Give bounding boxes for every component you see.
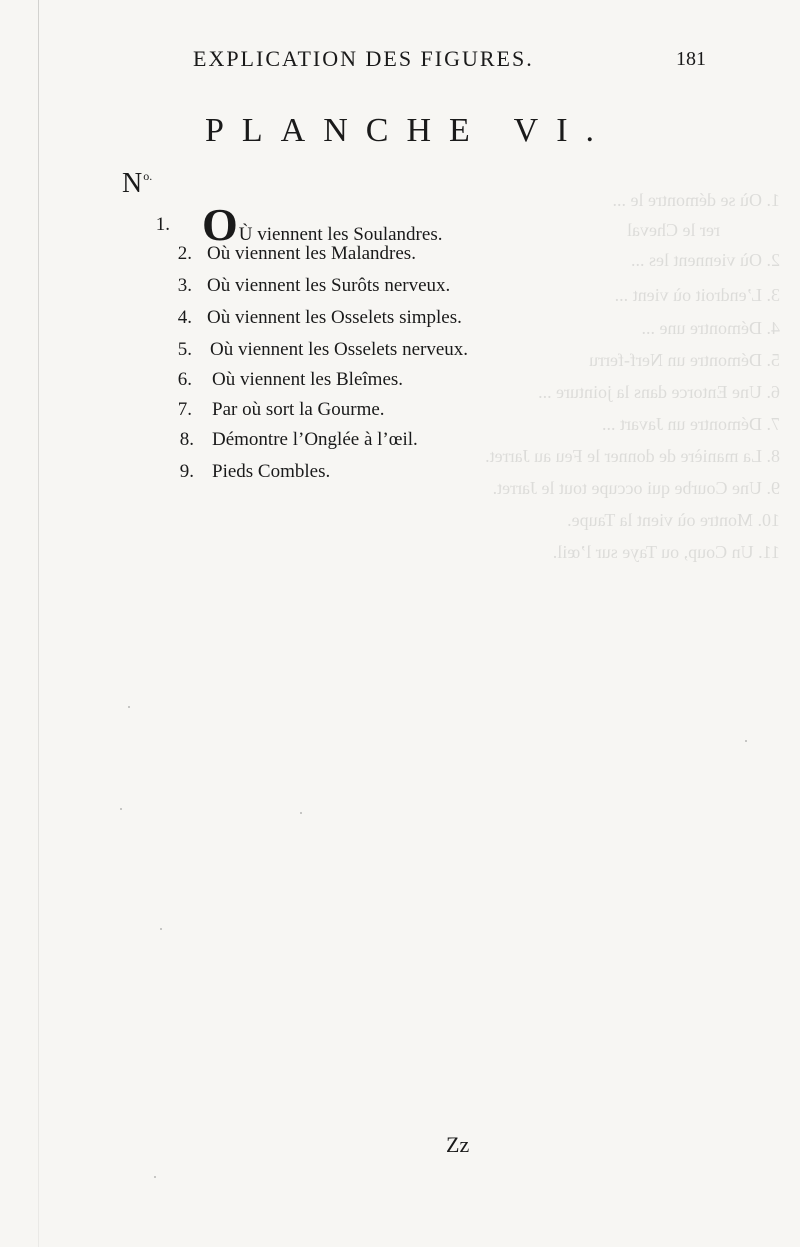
entry-text: Où viennent les Surôts nerveux. [207, 275, 451, 296]
drop-cap: O [202, 199, 238, 250]
entry-number: 9. [179, 461, 194, 482]
entry-number: 3. [177, 275, 192, 296]
paper-speck [160, 928, 162, 930]
paper-speck [120, 808, 122, 810]
signature-mark: Zz [446, 1132, 470, 1157]
entry-number: 2. [177, 243, 192, 264]
bleed-through-text: 1. Où se démontre le ... rer le Cheval 2. Où viennent les ... 3. L’endroit où vient ... 4. Démontre une ... 5. Démontre un Nerf-ferru 6. Une Entorce dans la jointure ... 7. Démontre un Javart ... 8. La manière de donner le Feu au Jarret. 9. Une Courbe qui occupe tout le Jarret. 10. Montre où vient la Taupe. 11. Un Coup, ou Taye sur l’œil. [485, 190, 780, 562]
entry-number: 8. [179, 429, 194, 450]
entry-number: 4. [177, 307, 192, 328]
entry-text: Où viennent les Malandres. [207, 243, 416, 264]
figure-entry-list [0, 0, 800, 520]
numero-label: N [122, 168, 143, 199]
running-header: EXPLICATION DES FIGURES. [193, 46, 534, 71]
plate-title: PLANCHE VI. [205, 112, 613, 149]
entry-number: 6. [177, 369, 192, 390]
paper-speck [745, 740, 747, 742]
entry-text: Pieds Combles. [212, 461, 331, 482]
entry-number: 1. [155, 214, 170, 235]
entry-text: Démontre l’Onglée à l’œil. [212, 429, 418, 450]
numero-suffix: o. [143, 169, 153, 183]
entry-text: Où viennent les Osselets nerveux. [210, 339, 469, 360]
entry-text: Où viennent les Bleîmes. [212, 369, 404, 390]
entry-text-body: Ù viennent les Soulandres. [238, 224, 443, 245]
entry-text: Par où sort la Gourme. [212, 399, 385, 420]
page-number: 181 [676, 48, 706, 70]
paper-speck [300, 812, 302, 814]
entry-number: 7. [177, 399, 192, 420]
paper-speck [154, 1176, 156, 1178]
entry-number: 5. [177, 339, 192, 360]
paper-speck [128, 706, 130, 708]
entry-text: Où viennent les Osselets simples. [207, 307, 462, 328]
